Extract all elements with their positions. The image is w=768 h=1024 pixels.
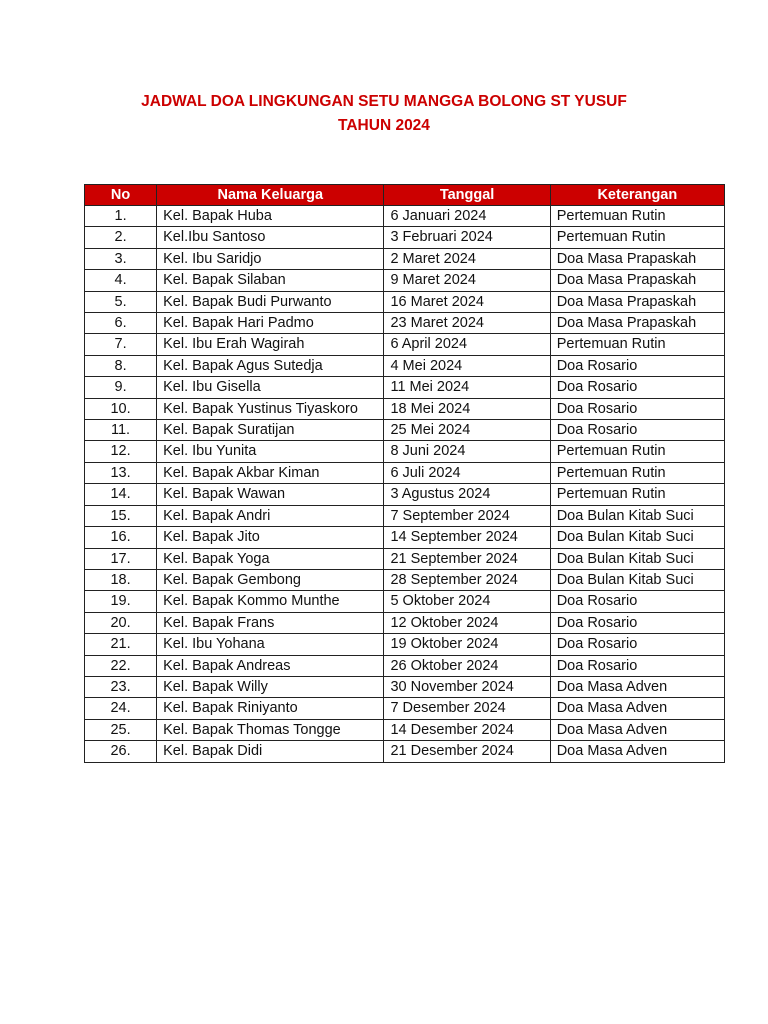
family-name: Kel. Bapak Yoga: [157, 548, 384, 569]
row-number: 2.: [85, 227, 157, 248]
row-number: 19.: [85, 591, 157, 612]
row-number: 23.: [85, 676, 157, 697]
schedule-note: Doa Rosario: [550, 355, 724, 376]
schedule-date: 6 Juli 2024: [384, 462, 550, 483]
table-row: [85, 634, 725, 655]
header-note: Keterangan: [550, 185, 724, 206]
schedule-note: Doa Rosario: [550, 398, 724, 419]
schedule-date: 6 April 2024: [384, 334, 550, 355]
row-number: 12.: [85, 441, 157, 462]
family-name: Kel. Ibu Erah Wagirah: [157, 334, 384, 355]
table-row: [85, 420, 725, 441]
table-row: [85, 548, 725, 569]
header-row: [85, 185, 725, 206]
row-number: 1.: [85, 206, 157, 227]
table-row: [85, 591, 725, 612]
row-number: 20.: [85, 612, 157, 633]
schedule-note: Pertemuan Rutin: [550, 206, 724, 227]
family-name: Kel. Bapak Andreas: [157, 655, 384, 676]
row-number: 4.: [85, 270, 157, 291]
family-name: Kel. Bapak Silaban: [157, 270, 384, 291]
schedule-date: 16 Maret 2024: [384, 291, 550, 312]
family-name: Kel. Ibu Yunita: [157, 441, 384, 462]
schedule-date: 28 September 2024: [384, 569, 550, 590]
schedule-note: Doa Rosario: [550, 420, 724, 441]
schedule-date: 7 September 2024: [384, 505, 550, 526]
family-name: Kel. Bapak Hari Padmo: [157, 313, 384, 334]
schedule-note: Doa Masa Prapaskah: [550, 270, 724, 291]
family-name: Kel. Bapak Riniyanto: [157, 698, 384, 719]
table-row: [85, 355, 725, 376]
table-row: [85, 398, 725, 419]
family-name: Kel. Bapak Andri: [157, 505, 384, 526]
title-line-1: JADWAL DOA LINGKUNGAN SETU MANGGA BOLONG ST YUSUF: [141, 93, 627, 110]
family-name: Kel. Ibu Yohana: [157, 634, 384, 655]
schedule-date: 21 September 2024: [384, 548, 550, 569]
schedule-note: Doa Rosario: [550, 377, 724, 398]
table-row: [85, 484, 725, 505]
schedule-note: Doa Masa Prapaskah: [550, 248, 724, 269]
header-date: Tanggal: [384, 185, 550, 206]
row-number: 13.: [85, 462, 157, 483]
row-number: 24.: [85, 698, 157, 719]
family-name: Kel. Bapak Wawan: [157, 484, 384, 505]
family-name: Kel.Ibu Santoso: [157, 227, 384, 248]
table-row: [85, 248, 725, 269]
row-number: 10.: [85, 398, 157, 419]
schedule-date: 30 November 2024: [384, 676, 550, 697]
schedule-table: [84, 184, 725, 763]
family-name: Kel. Bapak Thomas Tongge: [157, 719, 384, 740]
table-row: [85, 741, 725, 762]
page-title: [0, 90, 768, 138]
table-row: [85, 698, 725, 719]
family-name: Kel. Bapak Jito: [157, 527, 384, 548]
row-number: 14.: [85, 484, 157, 505]
row-number: 8.: [85, 355, 157, 376]
family-name: Kel. Bapak Yustinus Tiyaskoro: [157, 398, 384, 419]
schedule-note: Doa Bulan Kitab Suci: [550, 569, 724, 590]
family-name: Kel. Bapak Suratijan: [157, 420, 384, 441]
family-name: Kel. Bapak Budi Purwanto: [157, 291, 384, 312]
table-row: [85, 676, 725, 697]
title-line-2: TAHUN 2024: [338, 117, 430, 134]
row-number: 9.: [85, 377, 157, 398]
schedule-note: Doa Masa Prapaskah: [550, 313, 724, 334]
schedule-date: 3 Agustus 2024: [384, 484, 550, 505]
schedule-note: Doa Bulan Kitab Suci: [550, 527, 724, 548]
schedule-date: 26 Oktober 2024: [384, 655, 550, 676]
schedule-date: 18 Mei 2024: [384, 398, 550, 419]
row-number: 3.: [85, 248, 157, 269]
schedule-note: Doa Masa Adven: [550, 698, 724, 719]
table-row: [85, 569, 725, 590]
table-row: [85, 206, 725, 227]
schedule-note: Pertemuan Rutin: [550, 334, 724, 355]
table-row: [85, 462, 725, 483]
schedule-date: 11 Mei 2024: [384, 377, 550, 398]
schedule-note: Doa Rosario: [550, 591, 724, 612]
schedule-note: Doa Bulan Kitab Suci: [550, 505, 724, 526]
schedule-note: Doa Rosario: [550, 612, 724, 633]
schedule-note: Doa Bulan Kitab Suci: [550, 548, 724, 569]
header-name: Nama Keluarga: [157, 185, 384, 206]
family-name: Kel. Ibu Gisella: [157, 377, 384, 398]
table-row: [85, 270, 725, 291]
schedule-date: 9 Maret 2024: [384, 270, 550, 291]
schedule-date: 6 Januari 2024: [384, 206, 550, 227]
schedule-note: Pertemuan Rutin: [550, 441, 724, 462]
schedule-note: Doa Masa Adven: [550, 719, 724, 740]
table-header: [85, 185, 725, 206]
schedule-date: 3 Februari 2024: [384, 227, 550, 248]
table-row: [85, 655, 725, 676]
family-name: Kel. Ibu Saridjo: [157, 248, 384, 269]
schedule-note: Doa Masa Adven: [550, 676, 724, 697]
row-number: 26.: [85, 741, 157, 762]
schedule-date: 12 Oktober 2024: [384, 612, 550, 633]
row-number: 6.: [85, 313, 157, 334]
table-row: [85, 527, 725, 548]
table-row: [85, 313, 725, 334]
row-number: 21.: [85, 634, 157, 655]
family-name: Kel. Bapak Frans: [157, 612, 384, 633]
row-number: 25.: [85, 719, 157, 740]
row-number: 15.: [85, 505, 157, 526]
family-name: Kel. Bapak Kommo Munthe: [157, 591, 384, 612]
schedule-date: 8 Juni 2024: [384, 441, 550, 462]
table-row: [85, 719, 725, 740]
schedule-date: 7 Desember 2024: [384, 698, 550, 719]
row-number: 18.: [85, 569, 157, 590]
family-name: Kel. Bapak Willy: [157, 676, 384, 697]
schedule-date: 4 Mei 2024: [384, 355, 550, 376]
table-row: [85, 377, 725, 398]
row-number: 5.: [85, 291, 157, 312]
schedule-date: 14 Desember 2024: [384, 719, 550, 740]
row-number: 17.: [85, 548, 157, 569]
schedule-date: 2 Maret 2024: [384, 248, 550, 269]
family-name: Kel. Bapak Huba: [157, 206, 384, 227]
family-name: Kel. Bapak Gembong: [157, 569, 384, 590]
schedule-date: 23 Maret 2024: [384, 313, 550, 334]
schedule-note: Pertemuan Rutin: [550, 227, 724, 248]
header-no: No: [85, 185, 157, 206]
schedule-date: 5 Oktober 2024: [384, 591, 550, 612]
table-row: [85, 505, 725, 526]
row-number: 22.: [85, 655, 157, 676]
table-body: [85, 206, 725, 763]
family-name: Kel. Bapak Agus Sutedja: [157, 355, 384, 376]
schedule-note: Doa Rosario: [550, 634, 724, 655]
schedule-note: Pertemuan Rutin: [550, 462, 724, 483]
schedule-note: Doa Masa Prapaskah: [550, 291, 724, 312]
schedule-date: 25 Mei 2024: [384, 420, 550, 441]
schedule-note: Doa Masa Adven: [550, 741, 724, 762]
schedule-date: 21 Desember 2024: [384, 741, 550, 762]
schedule-note: Pertemuan Rutin: [550, 484, 724, 505]
table-row: [85, 441, 725, 462]
table-row: [85, 334, 725, 355]
table-row: [85, 612, 725, 633]
family-name: Kel. Bapak Akbar Kiman: [157, 462, 384, 483]
row-number: 11.: [85, 420, 157, 441]
family-name: Kel. Bapak Didi: [157, 741, 384, 762]
row-number: 7.: [85, 334, 157, 355]
schedule-note: Doa Rosario: [550, 655, 724, 676]
schedule-date: 19 Oktober 2024: [384, 634, 550, 655]
row-number: 16.: [85, 527, 157, 548]
table-row: [85, 227, 725, 248]
table-row: [85, 291, 725, 312]
schedule-date: 14 September 2024: [384, 527, 550, 548]
